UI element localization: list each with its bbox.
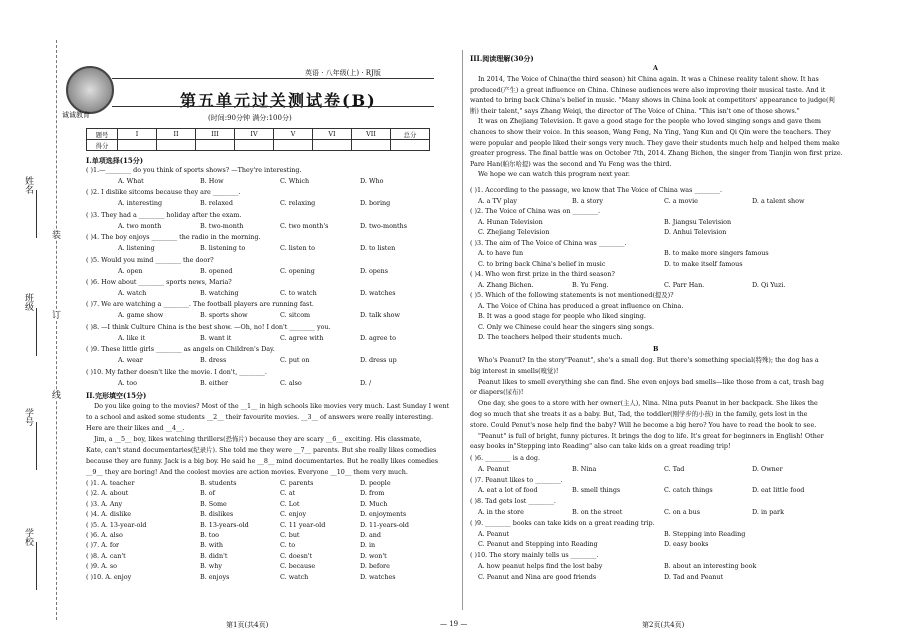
name-blank[interactable] xyxy=(36,190,37,238)
score-header: 总分 xyxy=(391,129,430,140)
question-stem: ( )1. According to the passage, we know that The Voice of China was ________. xyxy=(470,186,722,194)
school-logo xyxy=(66,66,114,114)
answer-option[interactable]: C. parents xyxy=(280,479,314,487)
answer-option[interactable]: ( )6. A. also xyxy=(86,531,123,539)
footer-left-page: 第1页(共4页) xyxy=(226,621,269,629)
answer-option[interactable]: ( )5. A. 13-year-old xyxy=(86,520,147,529)
answer-option[interactable]: D. Who xyxy=(360,177,384,185)
answer-option[interactable]: C. enjoy xyxy=(280,510,307,519)
answer-option[interactable]: C. watch xyxy=(280,572,309,581)
answer-option[interactable]: D. talk show xyxy=(360,311,400,320)
answer-option[interactable]: C. also xyxy=(280,378,302,387)
answer-option[interactable]: C. Lot xyxy=(280,499,300,508)
binding-line xyxy=(56,40,57,620)
answer-option[interactable]: D. Anhui Television xyxy=(664,228,727,236)
answer-option[interactable]: C. Tad xyxy=(664,464,685,473)
answer-option[interactable]: A. open xyxy=(118,266,143,275)
answer-option[interactable]: D. in xyxy=(360,541,376,550)
passage-line: or diapers(尿布)! xyxy=(470,388,524,397)
question-stem: ( )3. They had a ________ holiday after the exam. xyxy=(86,210,242,219)
passage-line: were popular and people liked their songs very much. They gave their students much help and helped them make xyxy=(470,138,840,147)
answer-option[interactable]: C. Peanut and Nina are good friends xyxy=(478,572,597,581)
answer-option[interactable]: D. agree to xyxy=(360,333,396,342)
answer-option[interactable]: C. 11 year-old xyxy=(280,520,326,529)
answer-option[interactable]: A. eat a lot of food xyxy=(478,486,538,495)
answer-option[interactable]: B. Nina xyxy=(572,464,597,473)
answer-option[interactable]: C. Zhejiang Television xyxy=(478,228,550,236)
answer-option[interactable]: C. to bring back China's belief in music xyxy=(478,259,606,268)
answer-option[interactable]: ( )8. A. can't xyxy=(86,551,126,560)
score-cell[interactable] xyxy=(157,140,196,151)
answer-option[interactable]: A. in the store xyxy=(478,508,524,516)
answer-option[interactable]: B. dress xyxy=(200,356,227,365)
passage-line: One day, she goes to a store with her owner(主人), Nina. Nina puts Peanut in her backpack. She likes the xyxy=(478,399,818,408)
passage-line: produced(产生) a great influence on China. Chinese audiences were also improving their musical taste. And it xyxy=(470,85,826,94)
answer-option[interactable]: D. / xyxy=(360,378,372,387)
answer-option[interactable]: B. watching xyxy=(200,289,239,297)
question-stem: ( )8. —I think Culture China is the best show. —Oh, no! I don't ________ you. xyxy=(86,322,331,331)
student-number-label: 学号 xyxy=(23,408,33,426)
answer-option[interactable]: C. agree with xyxy=(280,333,324,342)
answer-option[interactable]: D. from xyxy=(360,489,385,498)
answer-option[interactable]: A. like it xyxy=(118,333,146,342)
answer-option[interactable]: C. doesn't xyxy=(280,551,313,560)
passage-line: chances to show their voice. In this season, Wang Feng, Na Ying, Yang Kun and Qi Qin were the teachers. They xyxy=(470,128,831,136)
question-stem: ( )4. The boy enjoys ________ the radio in the morning. xyxy=(86,233,261,242)
answer-option[interactable]: C. Only we Chinese could hear the singers sing songs. xyxy=(478,322,654,331)
title-rule xyxy=(112,106,434,107)
answer-option[interactable]: B. two-month xyxy=(200,221,244,230)
answer-option[interactable]: D. eat little food xyxy=(752,486,805,495)
answer-option[interactable]: B. didn't xyxy=(200,551,228,560)
time-info: (时间:90分钟 满分:100分) xyxy=(208,114,292,122)
answer-option[interactable]: D. to listen xyxy=(360,244,396,253)
answer-option[interactable]: D. Qi Yuzi. xyxy=(752,280,786,289)
answer-option[interactable]: D. two-months xyxy=(360,221,407,230)
answer-option[interactable]: B. of xyxy=(200,489,215,498)
footer-page-number: — 19 — xyxy=(440,620,468,628)
answer-option[interactable]: B. How xyxy=(200,177,224,185)
name-label: 姓名 xyxy=(23,176,33,194)
question-stem: ( )9. ________ books can take kids on a great reading trip. xyxy=(470,518,655,527)
question-stem: ( )7. Peanut likes to ________. xyxy=(470,475,563,484)
score-header: 题号 xyxy=(87,129,118,140)
answer-option[interactable]: C. on a bus xyxy=(664,508,701,516)
answer-option[interactable]: D. watches xyxy=(360,572,396,581)
answer-option[interactable]: D. Tad and Peanut xyxy=(664,572,724,581)
answer-option[interactable]: A. interesting xyxy=(118,199,163,208)
question-stem: ( )1.—________ do you think of sports shows? —They're interesting. xyxy=(86,166,302,174)
answer-option[interactable]: C. Parr Han. xyxy=(664,280,705,289)
answer-option[interactable]: D. dress up xyxy=(360,356,397,365)
question-stem: ( )3. The aim of The Voice of China was ________. xyxy=(470,238,627,247)
answer-option[interactable]: B. students xyxy=(200,479,237,487)
passage-line: wanted to bring back China's belief in music. "Many shows in China look at competitors' appearance to judge(判 xyxy=(470,96,835,105)
passage-line: Jim, a __5__ boy, likes watching thrillers(恐怖片) because they are scary __6__ exciting. His classmate, xyxy=(94,435,422,443)
score-cell[interactable] xyxy=(196,140,235,151)
question-stem: ( )9. These little girls ________ as angels on Children's Day. xyxy=(86,345,275,354)
answer-option[interactable]: A. game show xyxy=(118,311,164,320)
score-cell[interactable] xyxy=(274,140,313,151)
passage-line: Here are their likes and __4__. xyxy=(86,424,185,432)
score-label: 得分 xyxy=(87,140,118,151)
answer-option[interactable]: C. Which xyxy=(280,177,310,185)
passage-line: because they are funny. Jack is a big boy. He said he __8__ mind documentaries. But he really likes comedies xyxy=(86,457,439,465)
answer-option[interactable]: A. Peanut xyxy=(478,529,510,538)
answer-option[interactable]: D. The teachers helped their students much. xyxy=(478,333,623,341)
answer-option[interactable]: B. 13-years-old xyxy=(200,520,249,529)
question-stem: ( )6. How about ________ sports news, Maria? xyxy=(86,278,232,286)
question-stem: ( )8. Tad gets lost ________. xyxy=(470,497,556,506)
answer-option[interactable]: A. listening xyxy=(118,244,155,253)
answer-option[interactable]: ( )9. A. so xyxy=(86,562,117,571)
passage-line: store. Could Penut's nose help find the baby? Will he become a big hero? You have to read the book to see. xyxy=(470,420,817,429)
answer-option[interactable]: D. Much xyxy=(360,499,388,508)
question-stem: ( )6. ________ is a dog. xyxy=(470,454,540,462)
passage-line: In 2014, The Voice of China(the third season) hit China again. It was a Chinese reality talent show. It has xyxy=(478,75,819,83)
answer-option[interactable]: C. two month's xyxy=(280,221,329,230)
answer-option[interactable]: A. two month xyxy=(118,221,162,230)
answer-option[interactable]: B. why xyxy=(200,562,222,571)
section-2-heading: II.完形填空(15分) xyxy=(86,391,147,400)
answer-option[interactable]: ( )10. A. enjoy xyxy=(86,572,132,581)
score-cell[interactable] xyxy=(352,140,391,151)
passage-line: Kate, can't stand documentaries(纪录片). She told me they were __7__ parents. But she really likes comedies xyxy=(86,446,437,454)
answer-option[interactable]: A. Hunan Television xyxy=(478,217,543,226)
score-cell[interactable] xyxy=(118,140,157,151)
answer-option[interactable]: B. on the street xyxy=(572,508,623,516)
footer-right-page: 第2页(共4页) xyxy=(642,621,685,629)
passage-line: Do you like going to the movies? Most of the __1__ in high schools like movies very much. Last Sunday I went xyxy=(94,402,450,410)
subject-label: 英语 · 八年级(上) · RJ版 xyxy=(302,69,384,77)
answer-option[interactable]: ( )2. A. about xyxy=(86,489,129,498)
answer-option[interactable]: C. listen to xyxy=(280,244,316,253)
passage-line: big interest in smells(嗅觉)! xyxy=(470,366,559,375)
answer-option[interactable]: C. sitcom xyxy=(280,311,311,320)
score-table xyxy=(86,128,430,151)
answer-option[interactable]: C. to watch xyxy=(280,289,317,297)
passage-line: easy books in"Stepping into Reading" also can take kids on a great reading trip! xyxy=(470,442,731,451)
answer-option[interactable]: A. Peanut xyxy=(478,464,510,473)
answer-option[interactable]: A. too xyxy=(118,378,137,387)
question-stem: ( )5. Would you mind ________ the door? xyxy=(86,255,214,264)
header-rule xyxy=(112,78,434,79)
question-stem: ( )2. I dislike sitcoms because they are ________. xyxy=(86,188,241,197)
answer-option[interactable]: A. Zhang Bichen. xyxy=(478,280,534,289)
answer-option[interactable]: C. a movie xyxy=(664,196,698,205)
answer-option[interactable]: D. won't xyxy=(360,551,387,560)
column-divider xyxy=(462,50,463,610)
answer-option[interactable]: ( )3. A. Any xyxy=(86,499,123,508)
answer-option[interactable]: B. want it xyxy=(200,333,232,342)
binding-mark-xian: 线 xyxy=(52,391,62,401)
passage-line: __9__ they are boring! And the coolest movies are action movies. Everyone __10__ them very much. xyxy=(86,468,408,476)
answer-option[interactable]: B. Jiangsu Television xyxy=(664,217,732,226)
answer-option[interactable]: D. boring xyxy=(360,199,391,208)
answer-option[interactable]: B. Stepping into Reading xyxy=(664,529,746,538)
passage-line: Pare Han(帕尔哈提) was the second and Yu Feng was the third. xyxy=(470,159,672,168)
passage-line: dog so much that she treats it as a baby. But, Tad, the toddler(刚学步的小孩) in the family, gets lost in the xyxy=(470,410,808,418)
answer-option[interactable]: B. opened xyxy=(200,266,233,275)
class-blank[interactable] xyxy=(36,308,37,356)
answer-option[interactable]: B. relaxed xyxy=(200,199,233,208)
score-cell[interactable] xyxy=(391,140,430,151)
page-title: 第五单元过关测试卷(B) xyxy=(180,91,377,110)
answer-option[interactable]: B. dislikes xyxy=(200,510,234,519)
answer-option[interactable]: C. because xyxy=(280,562,316,571)
answer-option[interactable]: A. a TV play xyxy=(478,196,517,205)
answer-option[interactable]: B. too xyxy=(200,531,220,539)
answer-option[interactable]: A. to have fun xyxy=(478,249,524,257)
answer-option[interactable]: C. catch things xyxy=(664,486,713,495)
answer-option[interactable]: D. before xyxy=(360,562,390,571)
question-stem: ( )10. My father doesn't like the movie. I don't, ________. xyxy=(86,367,267,376)
question-stem: ( )5. Which of the following statements is not mentioned(提及)? xyxy=(470,291,674,299)
passage-line: Peanut likes to smell everything she can find. She even enjoys bad smells—like those from a cat, trash bag xyxy=(478,377,824,386)
answer-option[interactable]: C. at xyxy=(280,489,296,498)
answer-option[interactable]: D. and xyxy=(360,531,381,539)
passage-line: We hope we can watch this program next year. xyxy=(478,170,630,179)
passage-line: Who's Peanut? In the story"Peanut", she's a small dog. But there's something special(特殊); the dog has a xyxy=(478,356,819,364)
answer-option[interactable]: A. wear xyxy=(118,356,143,365)
score-cell[interactable] xyxy=(235,140,274,151)
binding-mark-ding: 订 xyxy=(52,311,62,321)
answer-option[interactable]: ( )1. A. teacher xyxy=(86,479,135,487)
answer-option[interactable]: A. watch xyxy=(118,289,147,297)
answer-option[interactable]: D. people xyxy=(360,479,391,487)
school-label: 学校 xyxy=(23,528,33,546)
answer-option[interactable]: ( )7. A. for xyxy=(86,541,120,550)
class-label: 班级 xyxy=(23,293,33,311)
section-3-heading: III.阅读理解(30分) xyxy=(470,54,534,63)
logo-text: 诚诚教育 xyxy=(62,111,90,119)
answer-option[interactable]: C. put on xyxy=(280,356,310,365)
answer-option[interactable]: C. relaxing xyxy=(280,199,316,208)
passage-line: greater progress. The final battle was on October 7th, 2014. Zhang Bichen, the singer from Tianjin won first prize. xyxy=(470,149,843,158)
answer-option[interactable]: B. sports show xyxy=(200,311,248,320)
answer-option[interactable]: A. The Voice of China has produced a great influence on China. xyxy=(478,301,684,310)
answer-option[interactable]: D. a talent show xyxy=(752,196,805,205)
answer-option[interactable]: B. listening to xyxy=(200,244,246,253)
score-header: VII xyxy=(352,129,391,140)
section-1-heading: I.单项选择(15分) xyxy=(86,156,144,165)
answer-option[interactable]: A. What xyxy=(118,177,144,185)
question-stem: ( )7. We are watching a ________. The football players are running fast. xyxy=(86,300,314,309)
answer-option[interactable]: D. Owner xyxy=(752,464,783,473)
answer-option[interactable]: B. with xyxy=(200,541,223,550)
answer-option[interactable]: C. to xyxy=(280,541,296,550)
score-cell[interactable] xyxy=(313,140,352,151)
question-stem: ( )4. Who won first prize in the third season? xyxy=(470,270,615,278)
score-header: IV xyxy=(235,129,274,140)
score-header: V xyxy=(274,129,313,140)
school-blank[interactable] xyxy=(36,542,37,590)
answer-option[interactable]: D. to make itself famous xyxy=(664,259,743,268)
answer-option[interactable]: A. how peanut helps find the lost baby xyxy=(478,562,603,570)
answer-option[interactable]: D. opens xyxy=(360,266,389,275)
passage-line: 断) their talent," says Zhang Weiqi, the director of The Voice of China. "This isn't one of those shows." xyxy=(470,106,800,115)
score-header: VI xyxy=(313,129,352,140)
answer-option[interactable]: B. Some xyxy=(200,499,227,508)
answer-option[interactable]: D. watches xyxy=(360,289,396,297)
answer-option[interactable]: B. to make more singers famous xyxy=(664,249,769,257)
passage-line: It was on Zhejiang Television. It gave a good stage for the people who loved singing songs and gave them xyxy=(478,117,821,126)
binding-mark-zhuang: 装 xyxy=(52,231,62,241)
number-blank[interactable] xyxy=(36,422,37,470)
answer-option[interactable]: D. enjoyments xyxy=(360,510,407,519)
answer-option[interactable]: B. a story xyxy=(572,196,603,205)
answer-option[interactable]: B. smell things xyxy=(572,486,621,495)
passage-line: to a school and asked some students __2__ their favourite movies. __3__ of answers were really interesting. xyxy=(86,413,434,421)
score-header: II xyxy=(157,129,196,140)
passage-b-label: B xyxy=(653,345,659,353)
answer-option[interactable]: D. in park xyxy=(752,508,784,516)
question-stem: ( )10. The story mainly tells us ________. xyxy=(470,551,599,560)
passage-line: "Peanut" is full of bright, funny pictures. It brings the dog to life. It's great for beginners in English! Other xyxy=(478,431,824,440)
question-stem: ( )2. The Voice of China was on ________. xyxy=(470,207,601,215)
answer-option[interactable]: C. Peanut and Stepping into Reading xyxy=(478,540,598,549)
answer-option[interactable]: B. enjoys xyxy=(200,572,230,581)
score-header: III xyxy=(196,129,235,140)
answer-option[interactable]: B. Yu Feng. xyxy=(572,280,609,289)
answer-option[interactable]: B. It was a good stage for people who liked singing. xyxy=(478,312,646,320)
answer-option[interactable]: ( )4. A. dislike xyxy=(86,510,131,519)
answer-option[interactable]: B. about an interesting book xyxy=(664,562,757,570)
passage-a-label: A xyxy=(653,64,658,72)
answer-option[interactable]: B. either xyxy=(200,378,229,387)
answer-option[interactable]: C. opening xyxy=(280,266,315,275)
answer-option[interactable]: D. 11-years-old xyxy=(360,520,409,529)
score-header: I xyxy=(118,129,157,140)
answer-option[interactable]: D. easy books xyxy=(664,540,709,549)
answer-option[interactable]: C. but xyxy=(280,531,300,539)
